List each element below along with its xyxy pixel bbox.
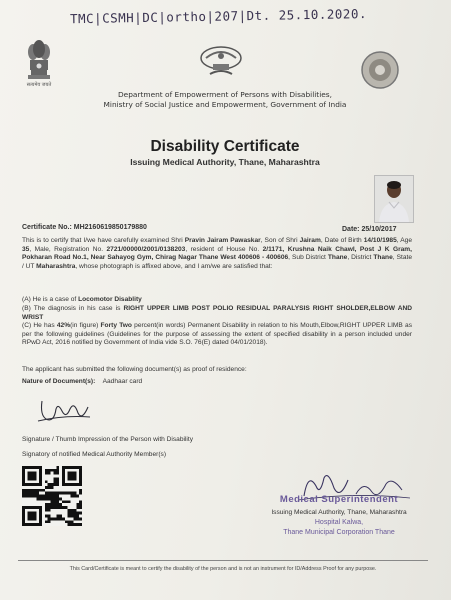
emblem-caption: सत्यमेव जयते	[26, 82, 52, 88]
issuing-authority-label: Issuing Medical Authority, Thane, Maharashtra	[271, 509, 407, 516]
seal-icon	[360, 50, 400, 90]
text-span: , whose photograph is affixed above, and I am/we are satisfied that:	[75, 262, 273, 270]
authority-signatory-label: Signatory of notified Medical Authority Member(s)	[22, 451, 167, 458]
disability-percent-words: Forty Two	[100, 322, 132, 329]
date-label: Date:	[342, 226, 360, 233]
text-span: percent(in words) Permanent Disability in relation to his Mouth,Elbow,RIGHT UPPER LIMB as per the following guidelines (Guidelines for the purpose of assessing the extent of specified disability in a person included under RPwD Act, 2016 notified by Government of India vide S.O. 76(E) dated 04/01/2018).	[22, 322, 413, 347]
registration-number: 2721/00000/2001/0138203	[106, 245, 186, 253]
certificate-date	[342, 226, 397, 233]
documents-label: Nature of Document(s):	[22, 378, 96, 385]
certificate-title: Disability Certificate	[150, 138, 300, 155]
text-span: This is to certify that I/we have carefully examined Shri	[22, 237, 185, 244]
state: Maharashtra	[36, 262, 76, 270]
certificate-number	[22, 224, 147, 231]
certification-paragraph	[22, 237, 412, 271]
text-span: , resident of House No.	[185, 245, 263, 253]
text-span: , State / UT	[22, 254, 412, 270]
footer-disclaimer: This Card/Certificate is meant to certify the disability of the person and is not an instrument for ID/Address Proof for any purpose.	[18, 560, 428, 572]
applicant-photo	[374, 175, 414, 223]
department-line-2: Ministry of Social Justice and Empowerment, Government of India	[103, 100, 347, 109]
disability-percent: 42%	[56, 322, 71, 329]
text-span: , District	[347, 254, 374, 262]
disability-type-line	[22, 296, 412, 305]
state-emblem-icon	[196, 44, 246, 80]
applicant-name: Pravin Jairam Pawaskar	[184, 237, 261, 244]
documents-line	[22, 378, 412, 387]
disability-percent-line	[22, 322, 412, 348]
text-span: (C) He has	[22, 322, 57, 329]
stamp-corporation: Thane Municipal Corporation Thane	[283, 529, 395, 536]
address: 2/1171, Krushna Naik Chawl, Post J K Gram, Pokharan Road No.1, Near Sahayog Gym, Chirag Nagar Thane West 400606 - 400606	[22, 245, 412, 262]
thumb-impression-label: Signature / Thumb Impression of the Person with Disability	[22, 436, 194, 443]
age: 35	[22, 245, 30, 253]
department-header	[60, 90, 390, 110]
certificate-subtitle: Issuing Medical Authority, Thane, Maharashtra	[130, 157, 320, 167]
documents-intro: The applicant has submitted the following document(s) as proof of residence:	[22, 366, 247, 373]
handwritten-reference: TMC|CSMH|DC|ortho|207|Dt. 25.10.2020.	[69, 6, 368, 27]
qr-code	[22, 466, 82, 526]
text-span: (A) He is a case of	[22, 296, 79, 303]
text-span: (B) The diagnosis in his case is	[22, 305, 124, 312]
sub-district: Thane	[327, 254, 348, 262]
date-of-birth: 14/10/1985	[363, 237, 397, 244]
department-line-1: Department of Empowerment of Persons with Disabilities,	[117, 90, 332, 99]
applicant-signature	[34, 395, 94, 429]
text-span: , Male, Registration No.	[29, 245, 107, 253]
national-emblem-icon	[22, 36, 56, 88]
stamp-designation: Medical Superintendent	[279, 494, 399, 505]
father-name: Jairam	[299, 237, 321, 244]
diagnosis: RIGHT UPPER LIMB POST POLIO RESIDUAL PARALYSIS RIGHT SHOLDER,ELBOW AND WRIST	[22, 305, 413, 321]
certificate-number-label: Certificate No.:	[22, 224, 72, 231]
stamp-hospital: Hospital Kalwa,	[314, 519, 364, 526]
certificate-number-value: MH2160619850179880	[73, 224, 147, 231]
text-span: , Date of Birth	[320, 237, 364, 244]
date-value: 25/10/2017	[361, 226, 397, 233]
text-span: , Age	[396, 237, 412, 244]
disability-type: Locomotor Disablity	[78, 296, 142, 303]
text-span: , Son of Shri	[260, 237, 300, 244]
diagnosis-line	[22, 305, 412, 322]
documents-value: Aadhaar card	[102, 378, 143, 385]
text-span: (in figure)	[70, 322, 101, 329]
text-span: , Sub District	[288, 254, 328, 262]
district: Thane	[373, 254, 393, 262]
